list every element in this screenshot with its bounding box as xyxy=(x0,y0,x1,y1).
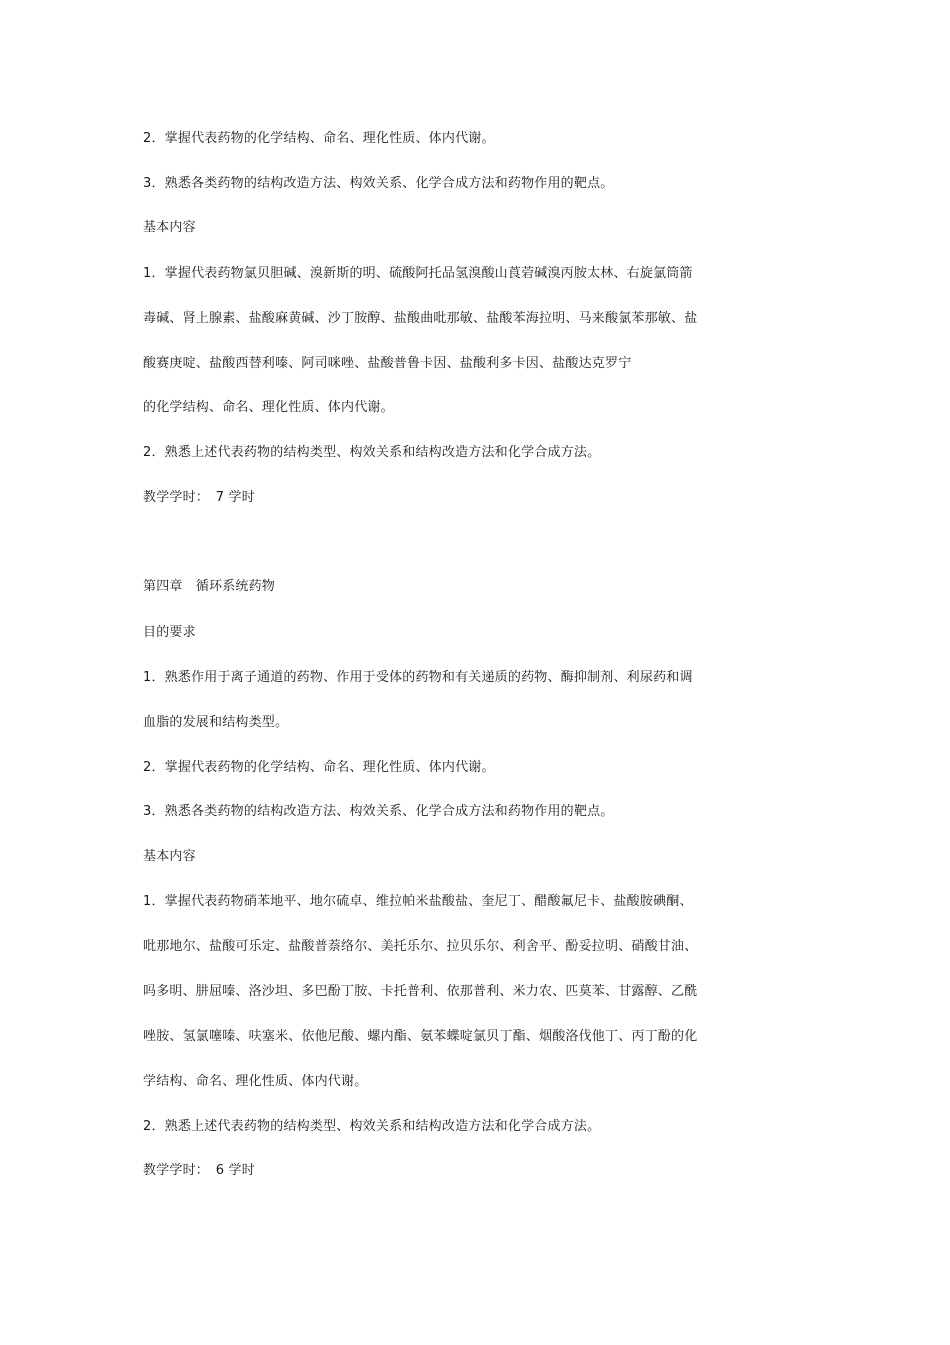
s4-requirement-2: 2．掌握代表药物的化学结构、命名、理化性质、体内代谢。 xyxy=(143,760,495,775)
s4-goal-heading: 目的要求 xyxy=(143,625,196,640)
s3-content-1-line-4: 的化学结构、命名、理化性质、体内代谢。 xyxy=(143,400,394,415)
s4-content-1-line-4: 唑胺、氢氯噻嗪、呋塞米、依他尼酸、螺内酯、氨苯蝶啶氯贝丁酯、烟酸洛伐他丁、丙丁酚的化 xyxy=(143,1029,698,1044)
s4-requirement-1-line-1: 1．熟悉作用于离子通道的药物、作用于受体的药物和有关递质的药物、酶抑制剂、利尿药和调 xyxy=(143,670,693,685)
s4-content-1-line-5: 学结构、命名、理化性质、体内代谢。 xyxy=(143,1074,368,1089)
s4-requirement-1-line-2: 血脂的发展和结构类型。 xyxy=(143,715,289,730)
s3-content-1-line-2: 毒碱、肾上腺素、盐酸麻黄碱、沙丁胺醇、盐酸曲吡那敏、盐酸苯海拉明、马来酸氯苯那敏、盐 xyxy=(143,311,698,326)
s4-content-1-line-3: 吗多明、肼屈嗪、洛沙坦、多巴酚丁胺、卡托普利、依那普利、米力农、匹莫苯、甘露醇、乙酰 xyxy=(143,984,698,999)
s3-requirement-2: 2．掌握代表药物的化学结构、命名、理化性质、体内代谢。 xyxy=(143,131,495,146)
s4-content-1-line-2: 吡那地尔、盐酸可乐定、盐酸普萘络尔、美托乐尔、拉贝乐尔、利舍平、酚妥拉明、硝酸甘油、 xyxy=(143,939,698,954)
chapter-4-title: 第四章 循环系统药物 xyxy=(143,579,276,594)
s3-content-1-line-1: 1．掌握代表药物氯贝胆碱、溴新斯的明、硫酸阿托品氢溴酸山莨菪碱溴丙胺太林、右旋氯筒箭 xyxy=(143,266,693,281)
s4-requirement-3: 3．熟悉各类药物的结构改造方法、构效关系、化学合成方法和药物作用的靶点。 xyxy=(143,804,614,819)
s4-content-heading: 基本内容 xyxy=(143,849,196,864)
s3-requirement-3: 3．熟悉各类药物的结构改造方法、构效关系、化学合成方法和药物作用的靶点。 xyxy=(143,176,614,191)
s4-teaching-hours: 教学学时： 6 学时 xyxy=(143,1163,255,1178)
s3-teaching-hours: 教学学时： 7 学时 xyxy=(143,490,255,505)
s3-content-heading: 基本内容 xyxy=(143,220,196,235)
s3-content-1-line-3: 酸赛庚啶、盐酸西替利嗪、阿司咪唑、盐酸普鲁卡因、盐酸利多卡因、盐酸达克罗宁 xyxy=(143,356,632,371)
s3-content-2: 2．熟悉上述代表药物的结构类型、构效关系和结构改造方法和化学合成方法。 xyxy=(143,445,601,460)
s4-content-2: 2．熟悉上述代表药物的结构类型、构效关系和结构改造方法和化学合成方法。 xyxy=(143,1119,601,1134)
s4-content-1-line-1: 1．掌握代表药物硝苯地平、地尔硫卓、维拉帕米盐酸盐、奎尼丁、醋酸氟尼卡、盐酸胺碘酮、 xyxy=(143,894,693,909)
